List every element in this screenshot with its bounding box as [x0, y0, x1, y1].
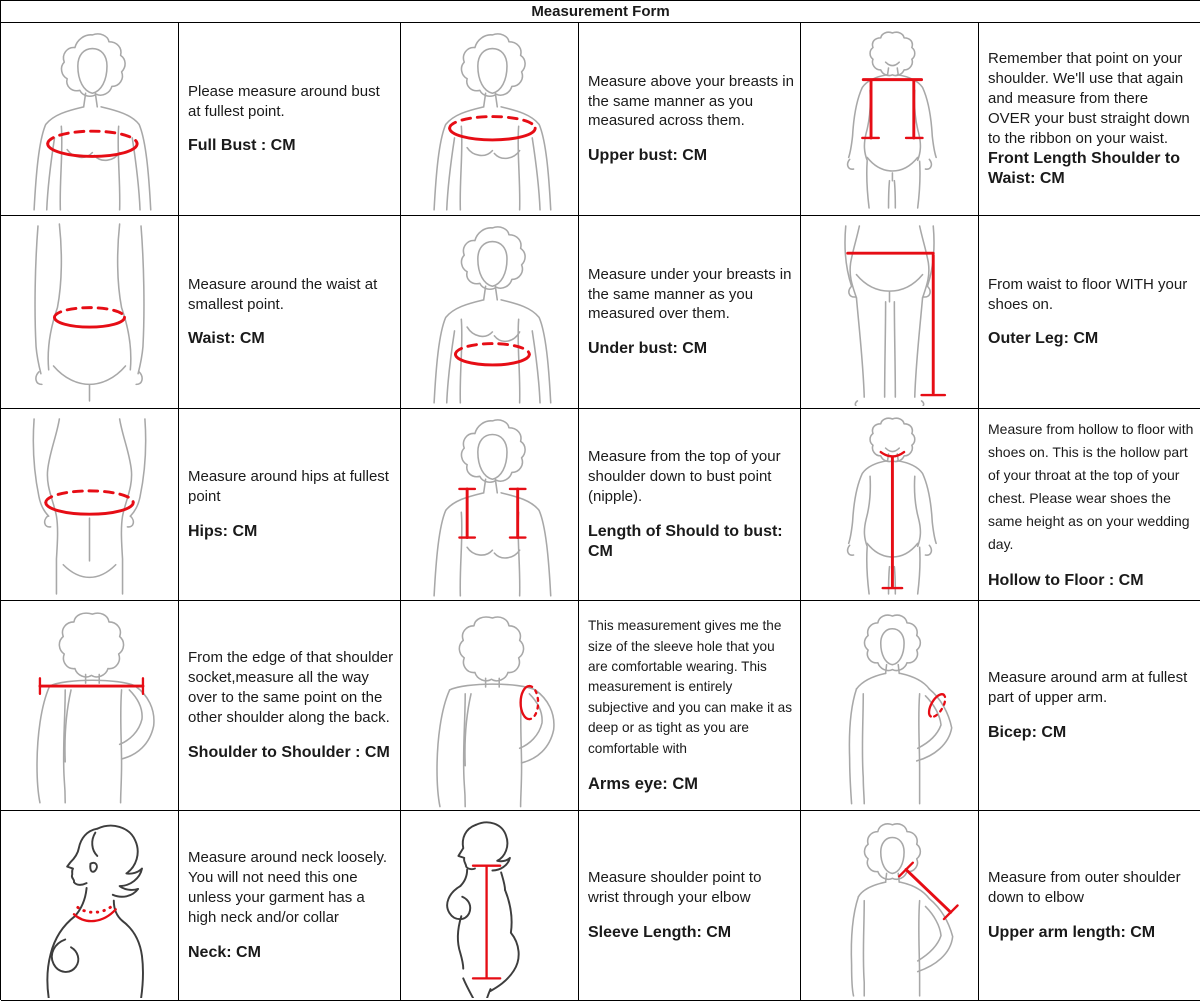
upper-arm-length-illustration [803, 813, 976, 998]
text-cell-full-bust [179, 23, 401, 216]
figure-cell-outer-leg [801, 216, 979, 409]
figure-cell-shoulder-to-bust [401, 409, 579, 601]
measurement-label: Waist: CM [188, 330, 265, 348]
upper-bust-illustration [403, 25, 576, 213]
text-cell-waist [179, 216, 401, 409]
hollow-to-floor-illustration [803, 411, 976, 598]
measurement-description: Measure from hollow to floor with shoes on. This is the hollow part of your throat at the top of your chest. Please wear shoes the same height as on your wedding day. [988, 421, 1194, 552]
figure-cell-arms-eye [401, 601, 579, 811]
figure-cell-full-bust [1, 23, 179, 216]
bicep-illustration [803, 603, 976, 808]
measurement-description: Please measure around bust at fullest point. [188, 82, 380, 120]
figure-cell-front-length [801, 23, 979, 216]
arms-eye-illustration [403, 603, 576, 808]
measurement-label: Upper arm length: CM [988, 923, 1156, 941]
sleeve-length-illustration [403, 813, 576, 998]
shoulder-to-bust-illustration [403, 411, 576, 598]
shoulder-to-shoulder-illustration [3, 603, 176, 808]
text-cell-neck [179, 811, 401, 1001]
figure-cell-hips [1, 409, 179, 601]
figure-cell-neck [1, 811, 179, 1001]
under-bust-illustration [403, 218, 576, 406]
figure-cell-bicep [801, 601, 979, 811]
full-bust-illustration [3, 25, 176, 213]
measurement-label: Neck: CM [188, 943, 261, 961]
text-cell-under-bust [579, 216, 801, 409]
measurement-description: Measure around the waist at smallest point. [188, 275, 378, 313]
text-cell-shoulder-to-bust [579, 409, 801, 601]
text-cell-sleeve-length [579, 811, 801, 1001]
measurement-label: Under bust: CM [588, 340, 708, 358]
measurement-description: Measure around neck loosely. You will not need this one unless your garment has a high neck and/or collar [188, 849, 387, 926]
text-cell-hollow-to-floor [979, 409, 1200, 601]
measurement-label: Hollow to Floor : CM [988, 571, 1144, 589]
hips-illustration [3, 411, 176, 598]
figure-cell-hollow-to-floor [801, 409, 979, 601]
measurement-label: Outer Leg: CM [988, 330, 1099, 348]
text-cell-bicep [979, 601, 1200, 811]
measurement-description: Measure shoulder point to wrist through your elbow [588, 869, 762, 906]
measurement-label: Sleeve Length: CM [588, 923, 732, 941]
measurement-label: Front Length Shoulder to Waist: CM [988, 149, 1180, 187]
text-cell-outer-leg [979, 216, 1200, 409]
text-cell-upper-arm-length [979, 811, 1200, 1001]
text-cell-front-length [979, 23, 1200, 216]
measurement-description: Measure around arm at fullest part of upper arm. [988, 669, 1188, 706]
page-title: Measurement Form [1, 1, 1200, 23]
figure-cell-upper-bust [401, 23, 579, 216]
measurement-label: Full Bust : CM [188, 137, 296, 155]
front-length-shoulder-to-waist-illustration [803, 25, 976, 213]
waist-illustration [3, 218, 176, 406]
measurement-description: Measure under your breasts in the same manner as you measured over them. [588, 265, 792, 323]
neck-illustration [3, 813, 176, 998]
figure-cell-waist [1, 216, 179, 409]
figure-cell-shoulder-to-shoulder [1, 601, 179, 811]
measurement-description: Measure from outer shoulder down to elbow [988, 869, 1181, 906]
measurement-label: Upper bust: CM [588, 147, 708, 165]
measurement-label: Shoulder to Shoulder : CM [188, 743, 390, 761]
measurement-description: This measurement gives me the size of the sleeve hole that you are comfortable wearing. This measurement is entirely subjective and you can make it as deep or as tight as you are comfortable with [588, 618, 793, 756]
measurement-label: Length of Should to bust: CM [588, 522, 783, 560]
measurement-description: From the edge of that shoulder socket,measure all the way over to the same point on the other shoulder along the back. [188, 649, 394, 726]
figure-cell-upper-arm-length [801, 811, 979, 1001]
measurement-description: Measure from the top of your shoulder down to bust point (nipple). [588, 448, 781, 505]
text-cell-upper-bust [579, 23, 801, 216]
figure-cell-under-bust [401, 216, 579, 409]
outer-leg-illustration [803, 218, 976, 406]
measurement-label: Bicep: CM [988, 723, 1067, 741]
measurement-label: Hips: CM [188, 522, 258, 540]
measurement-description: From waist to floor WITH your shoes on. [988, 275, 1188, 313]
text-cell-arms-eye [579, 601, 801, 811]
measurement-description: Measure around hips at fullest point [188, 468, 389, 505]
measurement-description: Measure above your breasts in the same manner as you measured across them. [588, 72, 794, 130]
figure-cell-sleeve-length [401, 811, 579, 1001]
measurement-label: Arms eye: CM [588, 775, 699, 794]
text-cell-hips [179, 409, 401, 601]
text-cell-shoulder-to-shoulder [179, 601, 401, 811]
measurement-description: Remember that point on your shoulder. We'll use that again and measure from there OVER your bust straight down to the ribbon on your waist. [988, 50, 1190, 147]
